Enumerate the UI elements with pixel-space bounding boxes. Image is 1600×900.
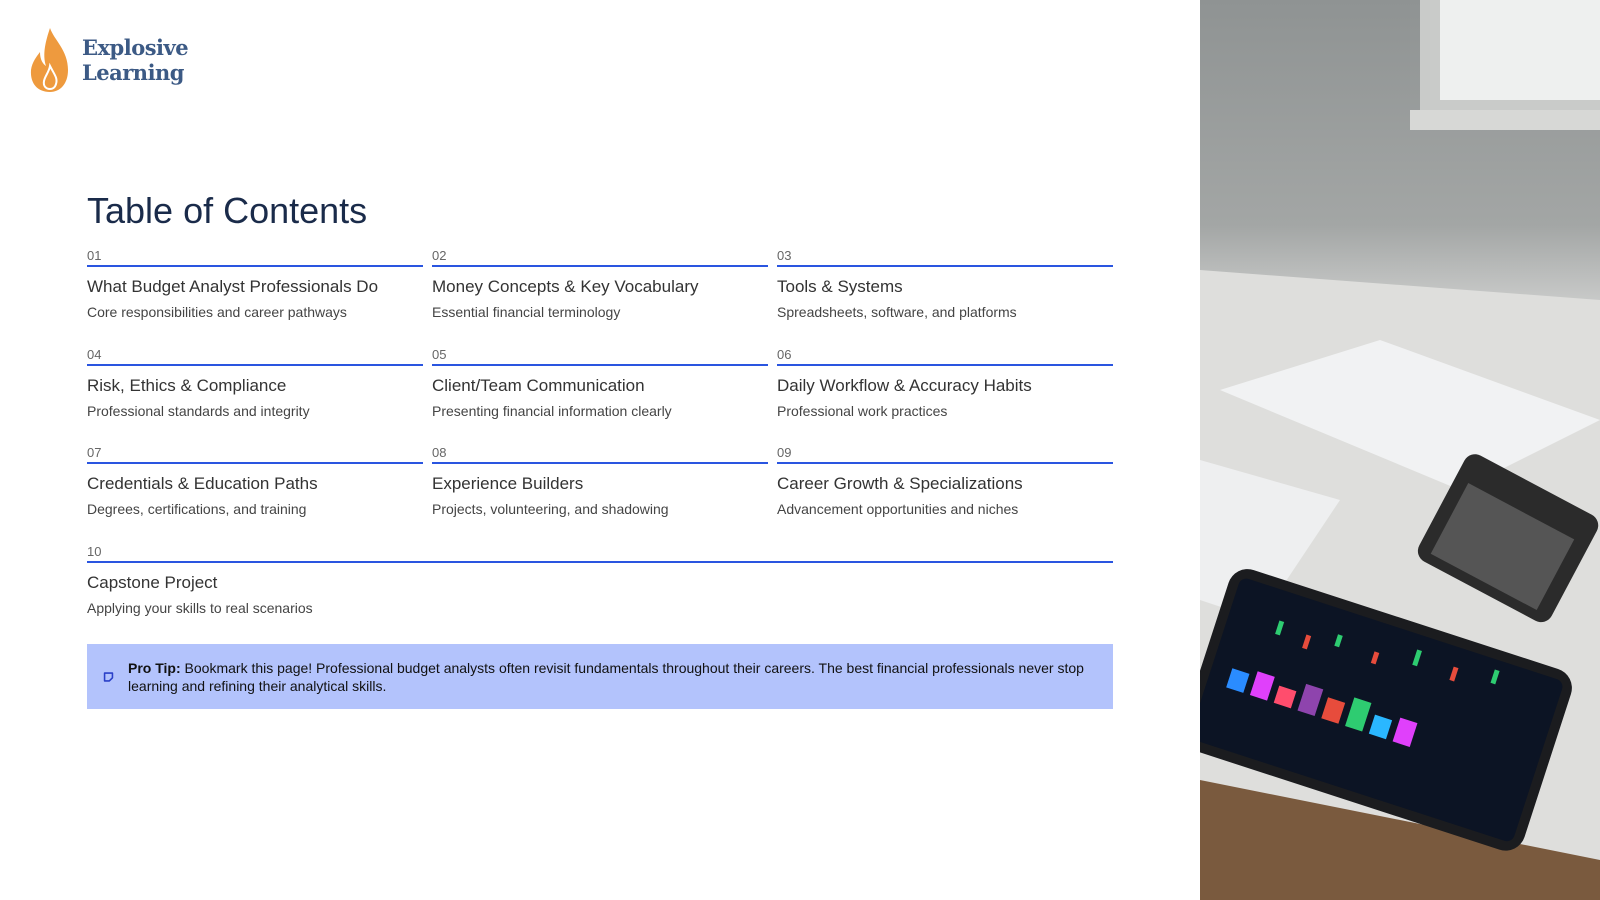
toc-item-divider [87, 265, 423, 267]
desk-photo [1200, 0, 1600, 900]
toc-item-title[interactable]: Risk, Ethics & Compliance [87, 375, 287, 395]
toc-item-subtitle: Presenting financial information clearly [432, 402, 672, 419]
toc-item-subtitle: Professional work practices [777, 402, 948, 419]
toc-item[interactable] [432, 248, 768, 347]
toc-item-divider [432, 364, 768, 366]
toc-grid [87, 248, 1113, 642]
toc-item-number: 09 [777, 445, 792, 460]
toc-item-divider [432, 265, 768, 267]
toc-item-divider [777, 462, 1113, 464]
toc-item-divider [777, 265, 1113, 267]
tip-text: Bookmark this page! Professional budget analysts often revisit fundamentals throughout their careers. The best financial professionals never stop learning and refining their analytical skills. [128, 659, 1084, 694]
toc-item-number: 07 [87, 445, 102, 460]
toc-item-number: 05 [432, 346, 447, 362]
toc-item-number: 08 [432, 445, 447, 460]
toc-item-subtitle: Degrees, certifications, and training [87, 501, 307, 517]
toc-item-divider [87, 364, 423, 366]
toc-item[interactable] [777, 248, 1113, 347]
toc-item-number: 01 [87, 248, 102, 263]
tip-label: Pro Tip: [128, 659, 181, 676]
brand-name-line1: Explosive [82, 35, 189, 60]
page-title: Table of Contents [87, 190, 368, 231]
toc-item-title[interactable]: Experience Builders [432, 474, 584, 493]
toc-item-subtitle: Projects, volunteering, and shadowing [432, 501, 669, 517]
toc-item[interactable] [87, 248, 423, 347]
toc-item-title[interactable]: What Budget Analyst Professionals Do [87, 277, 379, 296]
toc-item-subtitle: Advancement opportunities and niches [777, 501, 1019, 517]
toc-item-number: 06 [777, 346, 792, 362]
flame-icon [28, 26, 72, 94]
toc-item-subtitle: Spreadsheets, software, and platforms [777, 304, 1017, 320]
brand-logo [28, 26, 188, 94]
desk-photo-illustration [1200, 0, 1600, 900]
toc-item-number: 03 [777, 248, 792, 263]
toc-item-subtitle: Essential financial terminology [432, 304, 621, 320]
toc-item-number: 02 [432, 248, 447, 263]
toc-item-title[interactable]: Tools & Systems [777, 277, 903, 296]
brand-name-line2: Learning [82, 60, 184, 85]
toc-item-divider [87, 462, 423, 464]
toc-item-number: 10 [87, 543, 102, 559]
toc-item-title[interactable]: Credentials & Education Paths [87, 474, 318, 493]
toc-item-number: 04 [87, 346, 102, 362]
toc-item[interactable] [432, 445, 768, 544]
toc-item-title[interactable]: Career Growth & Specializations [777, 474, 1023, 493]
toc-item[interactable] [777, 445, 1113, 544]
toc-item-divider [87, 561, 1113, 563]
toc-item-title[interactable]: Money Concepts & Key Vocabulary [432, 277, 699, 296]
toc-item-subtitle: Professional standards and integrity [87, 402, 310, 419]
toc-item-title[interactable]: Daily Workflow & Accuracy Habits [777, 375, 1032, 395]
toc-item[interactable] [87, 347, 423, 446]
toc-item-divider [777, 364, 1113, 366]
toc-item-title[interactable]: Capstone Project [87, 572, 218, 592]
toc-item[interactable] [87, 544, 1113, 643]
toc-item[interactable] [777, 347, 1113, 446]
note-icon [103, 670, 114, 684]
toc-item[interactable] [432, 347, 768, 446]
toc-item[interactable] [87, 445, 423, 544]
toc-item-subtitle: Applying your skills to real scenarios [87, 599, 313, 616]
toc-item-title[interactable]: Client/Team Communication [432, 375, 645, 395]
toc-item-divider [432, 462, 768, 464]
pro-tip-callout [87, 644, 1113, 709]
toc-item-subtitle: Core responsibilities and career pathways [87, 304, 347, 320]
